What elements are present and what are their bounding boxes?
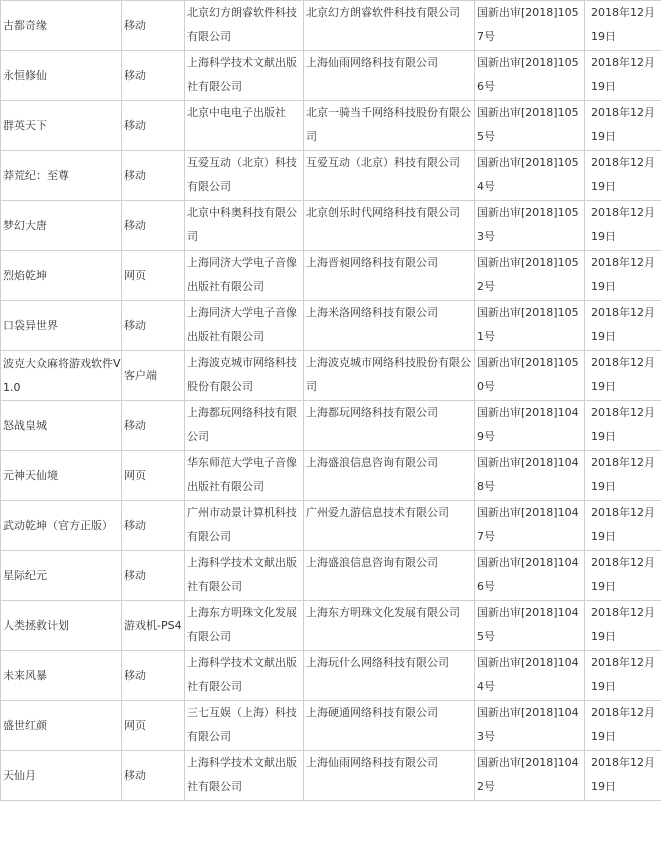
game-type-cell: 移动 [122, 651, 185, 701]
table-row [1, 701, 661, 751]
game-type-cell: 网页 [122, 251, 185, 301]
game-type-cell: 移动 [122, 551, 185, 601]
table-body [1, 1, 661, 801]
game-name-cell: 天仙月 [1, 751, 122, 801]
approval-number-cell: 国新出审[2018]1047号 [475, 501, 585, 551]
operator-cell: 北京一骑当千网络科技股份有限公司 [304, 101, 475, 151]
publisher-cell: 互爱互动（北京）科技有限公司 [185, 151, 304, 201]
approval-date-cell: 2018年12月19日 [585, 1, 661, 51]
operator-cell: 上海米洛网络科技有限公司 [304, 301, 475, 351]
operator-cell: 上海盛浪信息咨询有限公司 [304, 551, 475, 601]
game-type-cell: 网页 [122, 701, 185, 751]
game-name-cell: 星际纪元 [1, 551, 122, 601]
game-name-cell: 烈焰乾坤 [1, 251, 122, 301]
operator-cell: 北京幻方朗睿软件科技有限公司 [304, 1, 475, 51]
operator-cell: 广州爱九游信息技术有限公司 [304, 501, 475, 551]
game-name-cell: 莽荒纪：至尊 [1, 151, 122, 201]
approval-number-cell: 国新出审[2018]1043号 [475, 701, 585, 751]
approval-number-cell: 国新出审[2018]1054号 [475, 151, 585, 201]
operator-cell: 上海东方明珠文化发展有限公司 [304, 601, 475, 651]
operator-cell: 互爱互动（北京）科技有限公司 [304, 151, 475, 201]
game-type-cell: 移动 [122, 301, 185, 351]
approval-date-cell: 2018年12月19日 [585, 51, 661, 101]
publisher-cell: 上海东方明珠文化发展有限公司 [185, 601, 304, 651]
game-name-cell: 元神天仙境 [1, 451, 122, 501]
game-type-cell: 移动 [122, 151, 185, 201]
game-name-cell: 波克大众麻将游戏软件V1.0 [1, 351, 122, 401]
operator-cell: 上海硬通网络科技有限公司 [304, 701, 475, 751]
game-type-cell: 网页 [122, 451, 185, 501]
game-name-cell: 梦幻大唐 [1, 201, 122, 251]
approval-number-cell: 国新出审[2018]1046号 [475, 551, 585, 601]
approval-date-cell: 2018年12月19日 [585, 151, 661, 201]
game-type-cell: 移动 [122, 51, 185, 101]
game-name-cell: 未来风暴 [1, 651, 122, 701]
operator-cell: 上海盛浪信息咨询有限公司 [304, 451, 475, 501]
publisher-cell: 北京幻方朗睿软件科技有限公司 [185, 1, 304, 51]
publisher-cell: 三七互娱（上海）科技有限公司 [185, 701, 304, 751]
game-name-cell: 人类拯救计划 [1, 601, 122, 651]
operator-cell: 上海都玩网络科技有限公司 [304, 401, 475, 451]
approval-date-cell: 2018年12月19日 [585, 251, 661, 301]
table-row [1, 651, 661, 701]
table-row [1, 401, 661, 451]
publisher-cell: 上海科学技术文献出版社有限公司 [185, 751, 304, 801]
approval-date-cell: 2018年12月19日 [585, 651, 661, 701]
publisher-cell: 北京中电电子出版社 [185, 101, 304, 151]
approval-number-cell: 国新出审[2018]1055号 [475, 101, 585, 151]
table-row [1, 751, 661, 801]
game-type-cell: 移动 [122, 751, 185, 801]
approval-date-cell: 2018年12月19日 [585, 401, 661, 451]
game-name-cell: 武动乾坤（官方正版） [1, 501, 122, 551]
approval-date-cell: 2018年12月19日 [585, 551, 661, 601]
approval-number-cell: 国新出审[2018]1051号 [475, 301, 585, 351]
table-row [1, 551, 661, 601]
approval-date-cell: 2018年12月19日 [585, 201, 661, 251]
approval-number-cell: 国新出审[2018]1052号 [475, 251, 585, 301]
table-row [1, 1, 661, 51]
approval-date-cell: 2018年12月19日 [585, 601, 661, 651]
publisher-cell: 上海同济大学电子音像出版社有限公司 [185, 301, 304, 351]
operator-cell: 上海晋昶网络科技有限公司 [304, 251, 475, 301]
publisher-cell: 上海都玩网络科技有限公司 [185, 401, 304, 451]
approval-date-cell: 2018年12月19日 [585, 701, 661, 751]
operator-cell: 上海玩什么网络科技有限公司 [304, 651, 475, 701]
table-row [1, 501, 661, 551]
publisher-cell: 上海科学技术文献出版社有限公司 [185, 51, 304, 101]
game-name-cell: 怒战皇城 [1, 401, 122, 451]
publisher-cell: 上海科学技术文献出版社有限公司 [185, 551, 304, 601]
table-row [1, 101, 661, 151]
game-type-cell: 移动 [122, 201, 185, 251]
game-name-cell: 永恒修仙 [1, 51, 122, 101]
publisher-cell: 北京中科奥科技有限公司 [185, 201, 304, 251]
operator-cell: 北京创乐时代网络科技有限公司 [304, 201, 475, 251]
game-name-cell: 群英天下 [1, 101, 122, 151]
table-row [1, 451, 661, 501]
operator-cell: 上海仙雨网络科技有限公司 [304, 51, 475, 101]
publisher-cell: 广州市动景计算机科技有限公司 [185, 501, 304, 551]
operator-cell: 上海仙雨网络科技有限公司 [304, 751, 475, 801]
game-type-cell: 移动 [122, 501, 185, 551]
approval-number-cell: 国新出审[2018]1042号 [475, 751, 585, 801]
table-row [1, 251, 661, 301]
table-row [1, 51, 661, 101]
table-row [1, 601, 661, 651]
game-type-cell: 游戏机-PS4 [122, 601, 185, 651]
approval-date-cell: 2018年12月19日 [585, 351, 661, 401]
operator-cell: 上海波克城市网络科技股份有限公司 [304, 351, 475, 401]
table-row [1, 201, 661, 251]
publisher-cell: 华东师范大学电子音像出版社有限公司 [185, 451, 304, 501]
approval-date-cell: 2018年12月19日 [585, 501, 661, 551]
approval-number-cell: 国新出审[2018]1050号 [475, 351, 585, 401]
approval-date-cell: 2018年12月19日 [585, 101, 661, 151]
game-type-cell: 移动 [122, 1, 185, 51]
publisher-cell: 上海科学技术文献出版社有限公司 [185, 651, 304, 701]
approval-number-cell: 国新出审[2018]1045号 [475, 601, 585, 651]
approval-number-cell: 国新出审[2018]1056号 [475, 51, 585, 101]
approval-number-cell: 国新出审[2018]1048号 [475, 451, 585, 501]
approval-number-cell: 国新出审[2018]1053号 [475, 201, 585, 251]
game-name-cell: 盛世红颜 [1, 701, 122, 751]
approval-number-cell: 国新出审[2018]1044号 [475, 651, 585, 701]
game-name-cell: 古都奇缘 [1, 1, 122, 51]
publisher-cell: 上海同济大学电子音像出版社有限公司 [185, 251, 304, 301]
approval-date-cell: 2018年12月19日 [585, 751, 661, 801]
table-row [1, 301, 661, 351]
approval-date-cell: 2018年12月19日 [585, 301, 661, 351]
publisher-cell: 上海波克城市网络科技股份有限公司 [185, 351, 304, 401]
game-type-cell: 移动 [122, 101, 185, 151]
approval-date-cell: 2018年12月19日 [585, 451, 661, 501]
game-type-cell: 客户端 [122, 351, 185, 401]
game-type-cell: 移动 [122, 401, 185, 451]
approval-number-cell: 国新出审[2018]1049号 [475, 401, 585, 451]
approval-number-cell: 国新出审[2018]1057号 [475, 1, 585, 51]
table-row [1, 351, 661, 401]
game-name-cell: 口袋异世界 [1, 301, 122, 351]
table-row [1, 151, 661, 201]
